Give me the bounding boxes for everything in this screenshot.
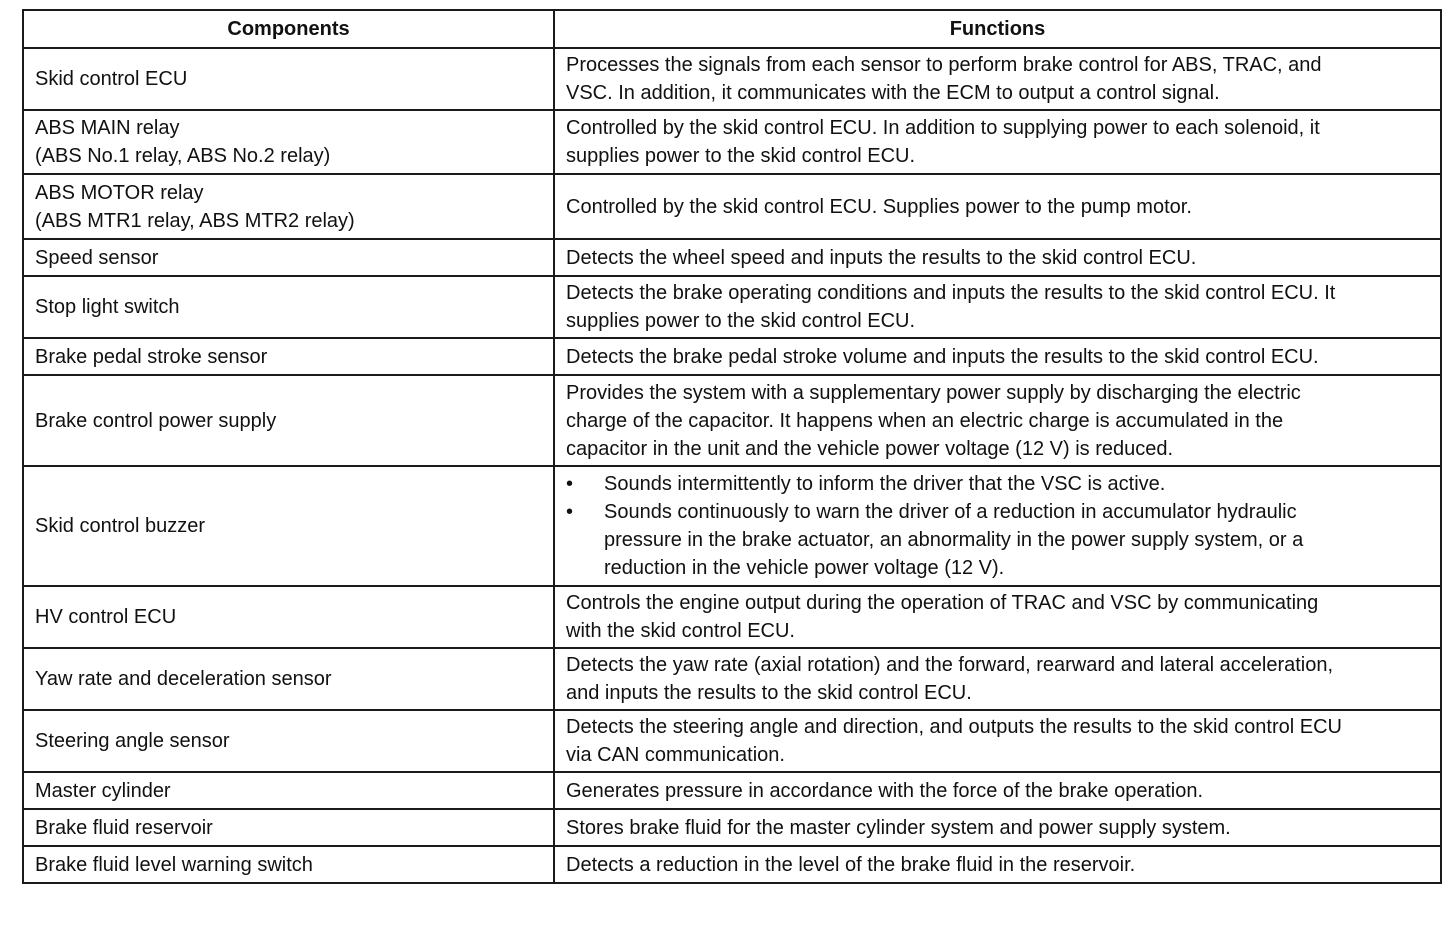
components-functions-table (22, 9, 1442, 884)
component-cell (23, 648, 554, 710)
function-bullet-list (566, 470, 1426, 582)
function-text: and inputs the results to the skid control ECU. (566, 682, 972, 704)
function-cell (554, 710, 1441, 772)
component-name: ABS MAIN relay (35, 117, 180, 139)
function-cell (554, 772, 1441, 809)
component-cell (23, 809, 554, 846)
component-name: Brake fluid reservoir (35, 816, 213, 839)
header-components: Components (23, 10, 554, 48)
component-name: Brake control power supply (35, 409, 277, 432)
function-cell (554, 239, 1441, 276)
function-cell (554, 48, 1441, 110)
function-cell (554, 809, 1441, 846)
component-name: Yaw rate and deceleration sensor (35, 668, 332, 690)
table-row (23, 174, 1441, 239)
table-row (23, 586, 1441, 648)
table-row (23, 375, 1441, 466)
component-name: HV control ECU (35, 606, 177, 628)
function-text: Detects the brake pedal stroke volume and inputs the results to the skid control ECU. (566, 345, 1319, 368)
component-cell (23, 48, 554, 110)
table-row (23, 466, 1441, 586)
bullet-marker: • (566, 501, 574, 523)
function-cell (554, 466, 1441, 586)
bullet-text: Sounds intermittently to inform the driver that the VSC is active. (604, 473, 1166, 495)
function-cell (554, 375, 1441, 466)
component-cell (23, 174, 554, 239)
table-row (23, 48, 1441, 110)
bullet-item (566, 498, 1426, 582)
component-cell (23, 846, 554, 883)
function-text: Detects the brake operating conditions and inputs the results to the skid control ECU. It (566, 282, 1336, 304)
component-cell (23, 772, 554, 809)
table-row (23, 710, 1441, 772)
function-text: Detects a reduction in the level of the brake fluid in the reservoir. (566, 853, 1136, 876)
component-name: Steering angle sensor (35, 730, 230, 752)
component-cell (23, 276, 554, 338)
component-cell (23, 466, 554, 586)
function-text: Controlled by the skid control ECU. In addition to supplying power to each solenoid, it (566, 117, 1320, 139)
function-text: supplies power to the skid control ECU. (566, 145, 916, 167)
component-cell (23, 110, 554, 174)
table-row (23, 338, 1441, 375)
function-text: with the skid control ECU. (566, 620, 795, 642)
component-name: Brake pedal stroke sensor (35, 345, 268, 368)
bullet-item (566, 470, 1426, 498)
function-text: Controls the engine output during the operation of TRAC and VSC by communicating (566, 592, 1319, 614)
table-row (23, 809, 1441, 846)
component-cell (23, 710, 554, 772)
header-row (23, 10, 1441, 48)
bullet-text: Sounds continuously to warn the driver of a reduction in accumulator hydraulic (604, 501, 1297, 523)
table-row (23, 846, 1441, 883)
function-text: Detects the wheel speed and inputs the results to the skid control ECU. (566, 246, 1197, 269)
component-name: Skid control ECU (35, 68, 188, 90)
component-cell (23, 239, 554, 276)
component-subname: (ABS No.1 relay, ABS No.2 relay) (35, 145, 331, 167)
function-text: Detects the steering angle and direction, and outputs the results to the skid control ECU (566, 716, 1342, 738)
function-text: Controlled by the skid control ECU. Supplies power to the pump motor. (566, 195, 1192, 218)
function-cell (554, 174, 1441, 239)
function-text: supplies power to the skid control ECU. (566, 310, 916, 332)
bullet-text: pressure in the brake actuator, an abnormality in the power supply system, or a (604, 529, 1304, 551)
function-text: charge of the capacitor. It happens when an electric charge is accumulated in the (566, 409, 1284, 432)
function-cell (554, 846, 1441, 883)
table-row (23, 276, 1441, 338)
function-text: Processes the signals from each sensor to perform brake control for ABS, TRAC, and (566, 54, 1322, 76)
component-name: Master cylinder (35, 779, 171, 802)
component-name: Skid control buzzer (35, 515, 206, 537)
function-cell (554, 648, 1441, 710)
component-name: Stop light switch (35, 296, 180, 318)
table-row (23, 772, 1441, 809)
header-functions: Functions (554, 10, 1441, 48)
function-cell (554, 586, 1441, 648)
bullet-text: reduction in the vehicle power voltage (12 V). (604, 557, 1005, 579)
function-text: VSC. In addition, it communicates with the ECM to output a control signal. (566, 82, 1220, 104)
component-cell (23, 586, 554, 648)
component-name: Speed sensor (35, 246, 159, 269)
table-row (23, 648, 1441, 710)
component-cell (23, 375, 554, 466)
table-row (23, 110, 1441, 174)
component-subname: (ABS MTR1 relay, ABS MTR2 relay) (35, 209, 355, 232)
function-text: via CAN communication. (566, 744, 785, 766)
function-text: Detects the yaw rate (axial rotation) and the forward, rearward and lateral acceleration, (566, 654, 1334, 676)
function-text: Generates pressure in accordance with the force of the brake operation. (566, 779, 1204, 802)
component-cell (23, 338, 554, 375)
component-name: Brake fluid level warning switch (35, 853, 313, 876)
function-cell (554, 338, 1441, 375)
function-cell (554, 276, 1441, 338)
function-text: capacitor in the unit and the vehicle power voltage (12 V) is reduced. (566, 437, 1174, 460)
table-row (23, 239, 1441, 276)
function-text: Stores brake fluid for the master cylinder system and power supply system. (566, 816, 1231, 839)
function-text: Provides the system with a supplementary power supply by discharging the electric (566, 381, 1301, 404)
function-cell (554, 110, 1441, 174)
component-name: ABS MOTOR relay (35, 181, 204, 204)
bullet-marker: • (566, 473, 574, 495)
